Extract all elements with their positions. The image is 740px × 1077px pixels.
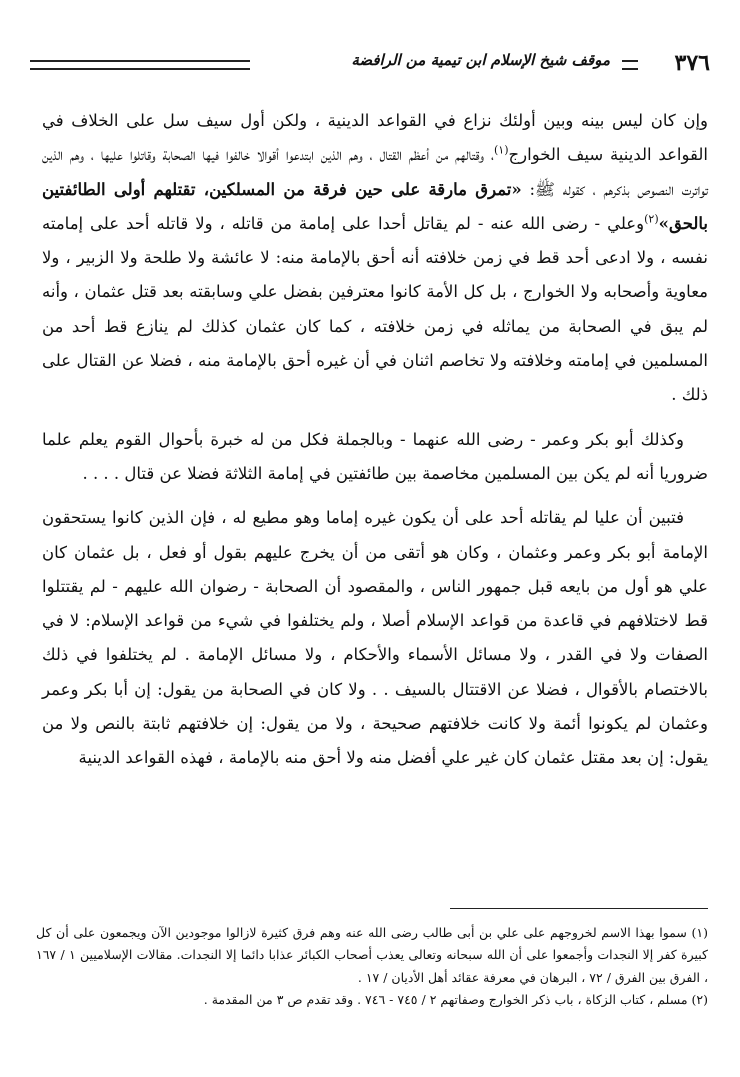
footnote-ref-1: (١) bbox=[494, 143, 509, 157]
paragraph-1-part-2: ، وقتالهم من أعظم القتال ، وهم الذين ابتدعوا أقوالا خالفوا فيها الصحابة وقاتلوا عليها ، وهم الذين تواترت النصوص بذكرهم ، كقوله ﷺ: bbox=[42, 145, 709, 199]
header-rule-left bbox=[30, 60, 250, 70]
paragraph-3: فتبين أن عليا لم يقاتله أحد على أن يكون غيره إماما وهو مطيع له ، فإن الذين كانوا يستحقون الإمامة أبو بكر وعمر وعثمان ، وكان هو أتقى من أن يخرج عليهم بقول أو فعل ، بل عثمان كان علي هو أول من بايعه قبل جمهور الناس ، والمقصود أن الصحابة - رضوان الله عليهم - لم يقتتلوا قط لاختلافهم في قاعدة من قواعد الإسلام أصلا ، ولم يختلفوا في شيء من قواعد الإسلام: لا في الصفات ولا في القدر ، ولا مسائل الأسماء والأحكام ، ولا مسائل الإمامة . لم يختلفوا في ذلك بالاختصام بالأقوال ، فضلا عن الاقتتال بالسيف . . ولا كان في الصحابة من يقول: إن أبا بكر وعمر وعثمان لم يكونوا أئمة ولا كانت خلافتهم صحيحة ، ولا من يقول: إن خلافتهم ثابتة بالنص ولا من يقول: إن بعد مقتل عثمان كان غير علي أفضل منه ولا أحق منه بالإمامة ، فهذه القواعد الدينية bbox=[42, 508, 708, 768]
hadith-quote: «تمرق مارقة على حين فرقة من المسلكين، تقتلهم أولى الطائفتين بالحق» bbox=[42, 179, 708, 233]
footnote-2: (٢) مسلم ، كتاب الزكاة ، باب ذكر الخوارج وصفاتهم ٢ / ٧٤٥ - ٧٤٦ . وقد تقدم ص ٣ من المقدمة . bbox=[203, 992, 708, 1008]
paragraph-1 bbox=[42, 104, 708, 413]
footnote-ref-2: (٢) bbox=[644, 212, 659, 226]
paragraph-2: وكذلك أبو بكر وعمر - رضى الله عنهما - وبالجملة فكل من له خبرة بأحوال القوم يعلم علما ضروريا أنه لم يكن بين المسلمين مخاصمة بين طائفتين في إمامة الثلاثة فضلا عن قتال . . . . bbox=[42, 429, 708, 483]
footnote-1: (١) سموا بهذا الاسم لخروجهم على علي بن أبى طالب رضى الله عنه وهم فرق كثيرة لازالوا موجودين الآن ويجمعون على أن كل كبيرة كفر إلا النجدات وأجمعوا على أن الله سبحانه وتعالى يعذب أصحاب الكبائر عذابا دائما إلا النجدات. مقالات الإسلاميين ١ / ١٦٧ ، الفرق بين الفرق / ٧٢ ، البرهان في معرفة عقائد أهل الأديان / ١٧ . bbox=[36, 925, 708, 985]
page-header bbox=[30, 50, 710, 80]
footnote-separator bbox=[450, 908, 708, 909]
running-title: موقف شيخ الإسلام ابن تيمية من الرافضة bbox=[351, 51, 610, 69]
header-rule-right bbox=[622, 60, 638, 70]
page-number: ٣٧٦ bbox=[674, 50, 710, 76]
footnotes bbox=[36, 922, 708, 1012]
main-text bbox=[42, 104, 708, 776]
paragraph-1-part-1: وإن كان ليس بينه وبين أولئك نزاع في القواعد الدينية ، ولكن أول سيف سل على الخلاف في القواعد الدينية سيف الخوارج bbox=[42, 111, 708, 165]
paragraph-1-part-3: وعلي - رضى الله عنه - لم يقاتل أحدا على إمامة من قاتله ، ولا قاتله أحد على إمامته نفسه ، ولا ادعى أحد قط في زمن خلافته أنه أحق بالإمامة منه: لا عائشة ولا طلحة ولا الزبير ، ولا معاوية وأصحابه ولا الخوارج ، بل كل الأمة كانوا معترفين بفضل علي وسابقته بعد قتل عثمان ، وأنه لم يبق في الصحابة من يماثله في زمن خلافته ، كما كان عثمان كذلك لم ينازع قط أحد من المسلمين في إمامته وخلافته ولا تخاصم اثنان في أن غيره أحق بالإمامة منه ، فضلا عن القتال على ذلك . bbox=[42, 213, 708, 405]
